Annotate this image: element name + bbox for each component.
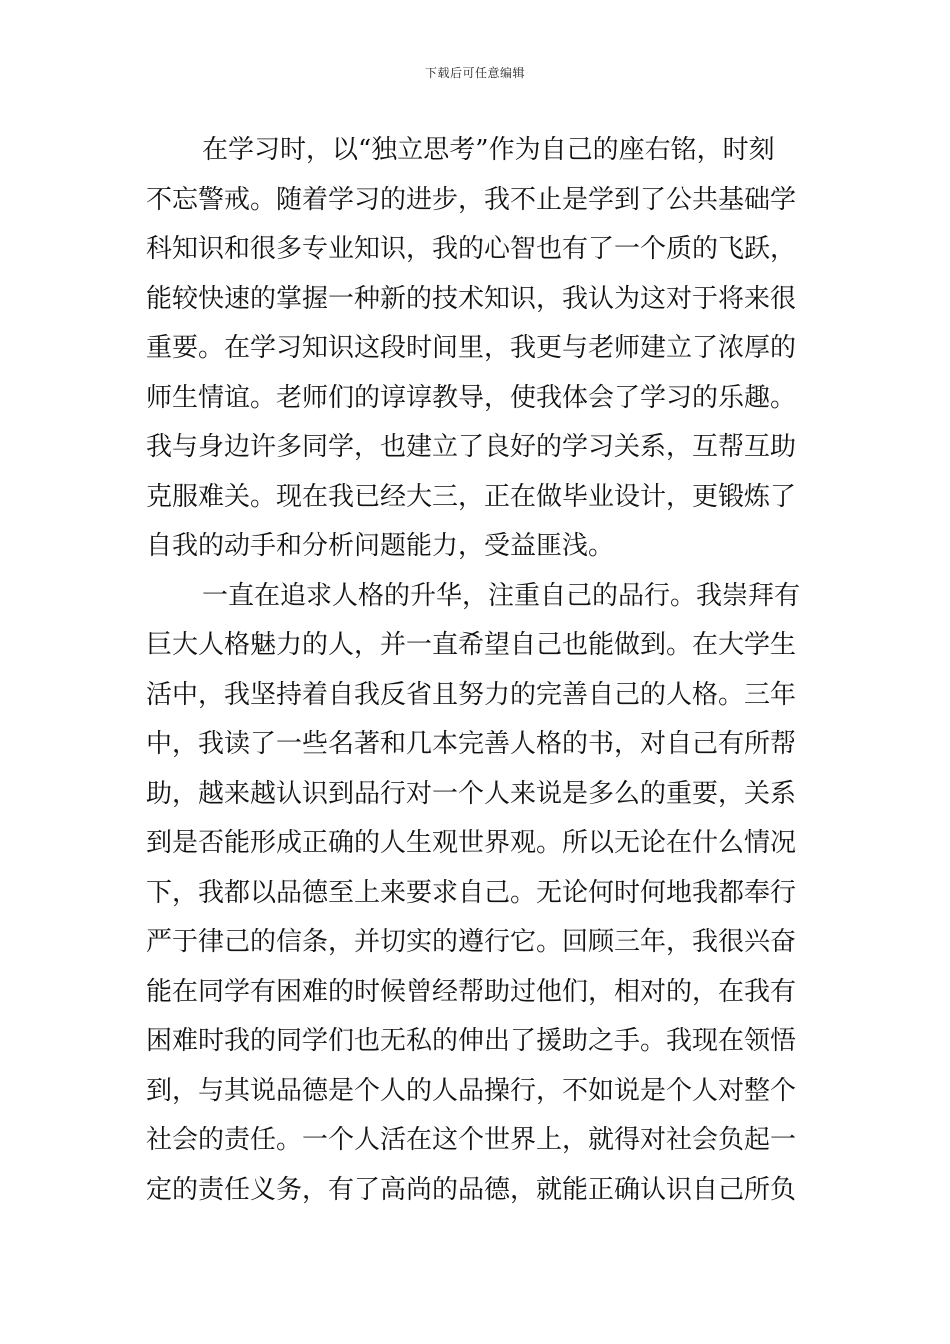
paragraph-1 [146,126,806,572]
paragraph-line: 我与身边许多同学，也建立了良好的学习关系，互帮互助 [146,432,797,462]
paragraph-line: 困难时我的同学们也无私的伸出了援助之手。我现在领悟 [146,1026,797,1056]
paragraph-line: 下，我都以品德至上来要求自己。无论何时何地我都奉行 [146,877,797,908]
paragraph-line: 科知识和很多专业知识，我的心智也有了一个质的飞跃， [146,234,797,264]
paragraph-line: 师生情谊。老师们的谆谆教导，使我体会了学习的乐趣。 [146,382,797,413]
paragraph-line: 不忘警戒。随着学习的进步，我不止是学到了公共基础学 [146,184,797,215]
paragraph-line: 中，我读了一些名著和几本完善人格的书，对自己有所帮 [146,729,797,759]
paragraph-line: 自我的动手和分析问题能力，受益匪浅。 [146,531,615,561]
paragraph-line: 能较快速的掌握一种新的技术知识，我认为这对于将来很 [146,283,797,314]
paragraph-line: 克服难关。现在我已经大三，正在做毕业设计，更锻炼了 [146,481,797,512]
header-note: 下载后可任意编辑 [424,66,525,80]
paragraph-line: 社会的责任。一个人活在这个世界上，就得对社会负起一 [146,1125,797,1155]
paragraph-line: 定的责任义务，有了高尚的品德，就能正确认识自己所负 [146,1174,797,1205]
paragraph-line: 在学习时，以“独立思考”作为自己的座右铭，时刻 [202,135,775,165]
paragraph-line: 助，越来越认识到品行对一个人来说是多么的重要，关系 [146,778,797,809]
paragraph-line: 严于律己的信条，并切实的遵行它。回顾三年，我很兴奋 [146,927,797,957]
paragraph-line: 巨大人格魅力的人，并一直希望自己也能做到。在大学生 [146,630,797,660]
paragraph-line: 活中，我坚持着自我反省且努力的完善自己的人格。三年 [146,679,797,710]
paragraph-line: 到，与其说品德是个人的人品操行，不如说是个人对整个 [146,1075,797,1106]
paragraph-line: 重要。在学习知识这段时间里，我更与老师建立了浓厚的 [146,333,797,363]
document-body [146,126,806,1215]
paragraph-line: 到是否能形成正确的人生观世界观。所以无论在什么情况 [146,828,797,858]
paragraph-2 [146,572,806,1216]
paragraph-line: 一直在追求人格的升华，注重自己的品行。我崇拜有 [202,580,801,611]
paragraph-line: 能在同学有困难的时候曾经帮助过他们，相对的，在我有 [146,976,797,1007]
